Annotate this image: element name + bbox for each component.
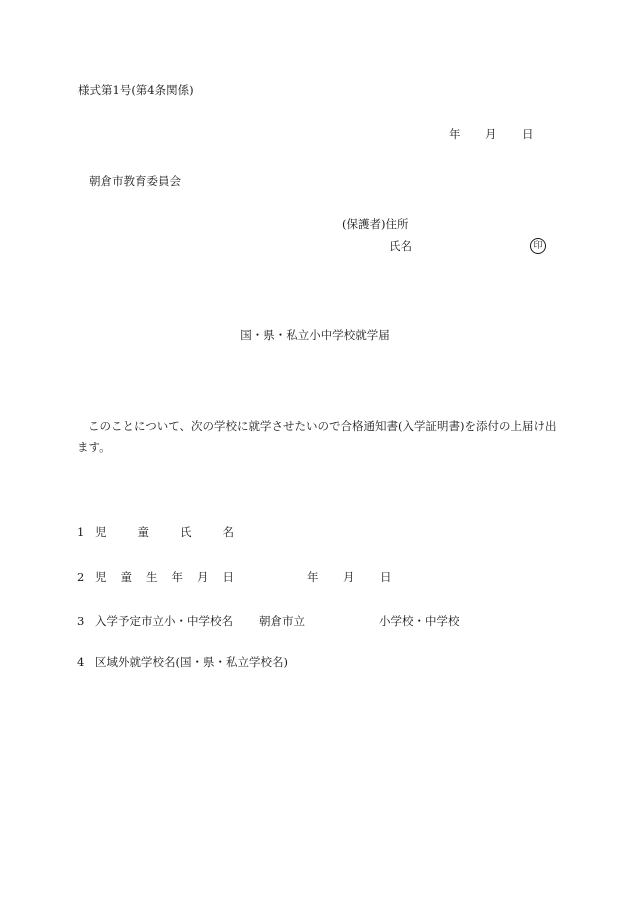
birth-month-label: 月 xyxy=(343,570,355,584)
form-number: 様式第1号(第4条関係) xyxy=(78,83,194,97)
date-month-label: 月 xyxy=(485,127,497,141)
birth-year-label: 年 xyxy=(307,570,319,584)
date-day-label: 日 xyxy=(522,127,534,141)
date-year-label: 年 xyxy=(449,127,461,141)
addressee: 朝倉市教育委員会 xyxy=(89,174,181,188)
guardian-address-label: (保護者)住所 xyxy=(342,217,409,231)
city-school-prefix: 朝倉市立 xyxy=(259,614,305,628)
seal-mark: 印 xyxy=(530,238,546,254)
birth-day-label: 日 xyxy=(380,570,392,584)
body-paragraph: このことについて、次の学校に就学させたいので合格通知書(入学証明書)を添付の上届け出ます。 xyxy=(77,419,557,454)
item-number: 3 xyxy=(77,614,85,628)
item-label: 入学予定市立小・中学校名 xyxy=(95,614,233,628)
item-label: 区域外就学校名(国・県・私立学校名) xyxy=(95,655,288,669)
item-number: 1 xyxy=(77,525,85,539)
item-label: 児童生年月日 xyxy=(95,570,248,584)
guardian-name-label: 氏名 xyxy=(389,239,412,253)
item-number: 2 xyxy=(77,570,85,584)
document-title: 国・県・私立小中学校就学届 xyxy=(240,328,390,342)
item-label: 児童氏名 xyxy=(95,525,265,539)
school-type-label: 小学校・中学校 xyxy=(379,614,460,628)
item-number: 4 xyxy=(77,655,85,669)
